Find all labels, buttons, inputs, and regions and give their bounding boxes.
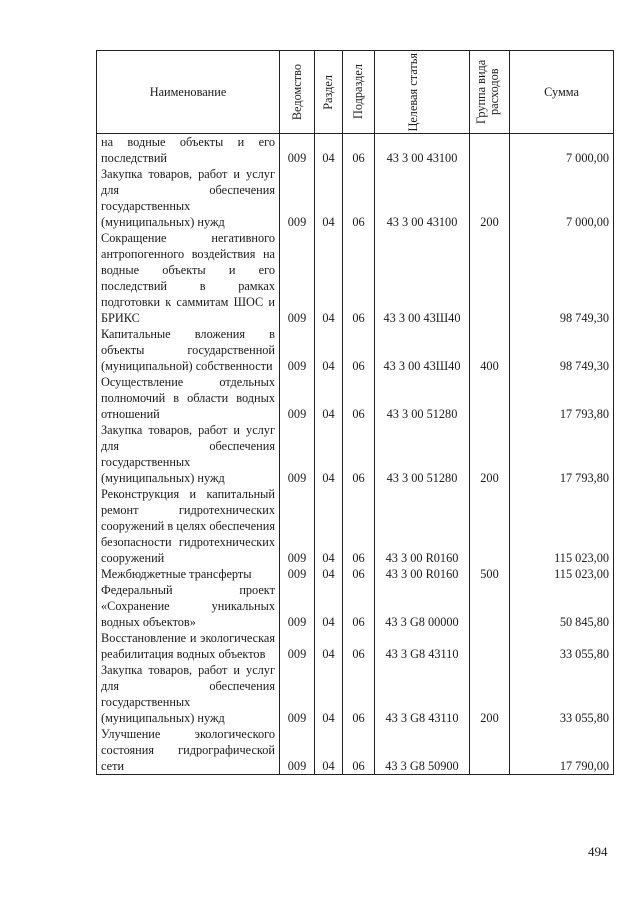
row-podrazdel: 06 [343,662,375,726]
header-celevaya-statya: Целевая статья [375,51,470,134]
table-row [97,662,614,726]
row-podrazdel: 06 [343,134,375,167]
row-razdel: 04 [315,630,343,662]
table-row [97,134,614,167]
row-vedomstvo: 009 [280,134,315,167]
row-podrazdel: 06 [343,166,375,230]
row-celevaya-statya: 43 3 00 R0160 [375,486,470,566]
row-name: Межбюджетные трансферты [97,566,280,582]
row-podrazdel: 06 [343,582,375,630]
row-name: Федеральный проект «Сохранение уникальных водных объектов» [97,582,280,630]
page-number: 494 [588,844,608,859]
row-summa: 17 793,80 [510,374,614,422]
row-name: Закупка товаров, работ и услуг для обеспечения государственных (муниципальных) нужд [97,422,280,486]
row-podrazdel: 06 [343,374,375,422]
table-row [97,422,614,486]
row-vedomstvo: 009 [280,422,315,486]
table-row [97,326,614,374]
row-name: Сокращение негативного антропогенного воздействия на водные объекты и его последствий в рамках подготовки к саммитам ШОС и БРИКС [97,230,280,326]
row-vid-rashodov [470,582,510,630]
row-vid-rashodov [470,374,510,422]
row-summa: 98 749,30 [510,326,614,374]
row-razdel: 04 [315,422,343,486]
row-celevaya-statya: 43 3 G8 43110 [375,630,470,662]
header-summa: Сумма [510,51,614,134]
row-vedomstvo: 009 [280,486,315,566]
row-vedomstvo: 009 [280,662,315,726]
row-vid-rashodov [470,630,510,662]
row-celevaya-statya: 43 3 G8 50900 [375,726,470,775]
row-summa: 98 749,30 [510,230,614,326]
row-podrazdel: 06 [343,566,375,582]
row-vedomstvo: 009 [280,582,315,630]
row-razdel: 04 [315,566,343,582]
row-vedomstvo: 009 [280,726,315,775]
table-row [97,582,614,630]
row-podrazdel: 06 [343,630,375,662]
row-name: Улучшение экологического состояния гидрографической сети [97,726,280,775]
row-razdel: 04 [315,134,343,167]
table-row [97,486,614,566]
row-vid-rashodov: 400 [470,326,510,374]
row-summa: 33 055,80 [510,662,614,726]
row-vedomstvo: 009 [280,630,315,662]
row-name: Капитальные вложения в объекты государственной (муниципальной) собственности [97,326,280,374]
row-celevaya-statya: 43 3 00 43Ш40 [375,230,470,326]
row-summa: 115 023,00 [510,566,614,582]
row-vid-rashodov: 200 [470,166,510,230]
row-vedomstvo: 009 [280,326,315,374]
row-celevaya-statya: 43 3 G8 00000 [375,582,470,630]
row-podrazdel: 06 [343,486,375,566]
row-vid-rashodov: 500 [470,566,510,582]
row-podrazdel: 06 [343,422,375,486]
budget-table [96,50,614,775]
table-row [97,726,614,775]
row-celevaya-statya: 43 3 00 51280 [375,422,470,486]
row-razdel: 04 [315,230,343,326]
row-razdel: 04 [315,374,343,422]
row-razdel: 04 [315,326,343,374]
table-row [97,374,614,422]
row-razdel: 04 [315,166,343,230]
row-name: Закупка товаров, работ и услуг для обеспечения государственных (муниципальных) нужд [97,662,280,726]
row-razdel: 04 [315,582,343,630]
row-razdel: 04 [315,662,343,726]
row-name: Закупка товаров, работ и услуг для обеспечения государственных (муниципальных) нужд [97,166,280,230]
row-celevaya-statya: 43 3 00 43100 [375,134,470,167]
header-vedomstvo: Ведомство [280,51,315,134]
row-podrazdel: 06 [343,326,375,374]
row-summa: 7 000,00 [510,166,614,230]
row-celevaya-statya: 43 3 00 R0160 [375,566,470,582]
row-vid-rashodov [470,230,510,326]
row-vedomstvo: 009 [280,166,315,230]
row-summa: 17 793,80 [510,422,614,486]
row-summa: 33 055,80 [510,630,614,662]
row-podrazdel: 06 [343,726,375,775]
row-name: Реконструкция и капитальный ремонт гидротехнических сооружений в целях обеспечения безопасности гидротехнических сооружений [97,486,280,566]
header-podrazdel: Подраздел [343,51,375,134]
row-podrazdel: 06 [343,230,375,326]
row-vid-rashodov [470,486,510,566]
row-vid-rashodov [470,726,510,775]
row-vid-rashodov [470,134,510,167]
header-name: Наименование [97,51,280,134]
row-celevaya-statya: 43 3 00 43100 [375,166,470,230]
row-summa: 115 023,00 [510,486,614,566]
header-razdel: Раздел [315,51,343,134]
row-name: на водные объекты и его последствий [97,134,280,167]
row-razdel: 04 [315,486,343,566]
row-summa: 17 790,00 [510,726,614,775]
row-celevaya-statya: 43 3 00 43Ш40 [375,326,470,374]
row-vedomstvo: 009 [280,230,315,326]
row-summa: 50 845,80 [510,582,614,630]
row-vedomstvo: 009 [280,566,315,582]
row-name: Восстановление и экологическая реабилитация водных объектов [97,630,280,662]
header-gruppa-vida-rashodov: Группа вида расходов [470,51,510,134]
table-row [97,630,614,662]
row-razdel: 04 [315,726,343,775]
table-row [97,566,614,582]
row-vedomstvo: 009 [280,374,315,422]
table-row [97,166,614,230]
row-vid-rashodov: 200 [470,422,510,486]
table-header-row [97,51,614,134]
row-vid-rashodov: 200 [470,662,510,726]
row-name: Осуществление отдельных полномочий в области водных отношений [97,374,280,422]
table-row [97,230,614,326]
row-summa: 7 000,00 [510,134,614,167]
row-celevaya-statya: 43 3 00 51280 [375,374,470,422]
row-celevaya-statya: 43 3 G8 43110 [375,662,470,726]
